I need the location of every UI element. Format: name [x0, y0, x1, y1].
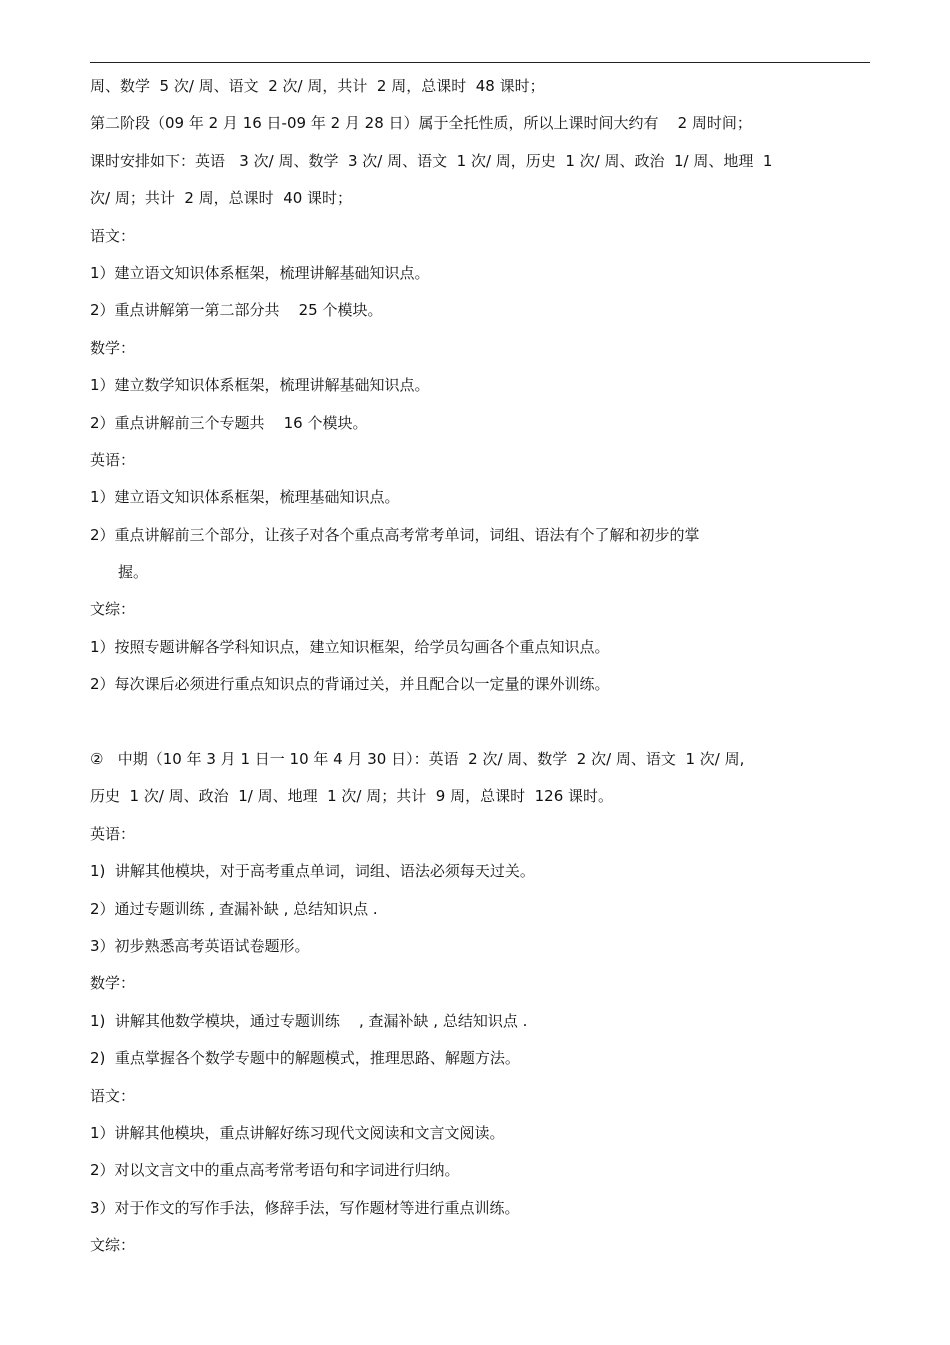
text-line: 次/ 周；共计 2 周，总课时 40 课时；: [90, 189, 353, 208]
phase-heading-midterm: ② 中期（10 年 3 月 1 日一 10 年 4 月 30 日）：英语 2 次/ 周、数学 2 次/ 周、语文 1 次/ 周,: [90, 750, 745, 769]
list-item: 2）重点讲解前三个专题共 16 个模块。: [90, 413, 368, 432]
list-item: 1）讲解其他模块，重点讲解好练习现代文阅读和文言文阅读。: [90, 1123, 505, 1142]
document-body: [90, 68, 870, 1265]
list-item-continuation: 握。: [118, 563, 149, 582]
text-line: 第二阶段（09 年 2 月 16 日-09 年 2 月 28 日）属于全托性质，所以上课时间大约有 2 周时间；: [90, 114, 752, 133]
list-item: 2）每次课后必须进行重点知识点的背诵过关，并且配合以一定量的课外训练。: [90, 675, 610, 694]
text-line: 课时安排如下：英语 3 次/ 周、数学 3 次/ 周、语文 1 次/ 周，历史 1 次/ 周、政治 1/ 周、地理 1: [90, 151, 773, 170]
section-heading-liberal-arts: 文综：: [90, 1236, 136, 1255]
section-heading-chinese: 语文：: [90, 226, 136, 245]
list-item: 2) 重点掌握各个数学专题中的解题模式，推理思路、解题方法。: [90, 1049, 520, 1068]
list-item: 2）重点讲解第一第二部分共 25 个模块。: [90, 301, 383, 320]
list-item: 3）对于作文的写作手法，修辞手法，写作题材等进行重点训练。: [90, 1198, 520, 1217]
section-heading-liberal-arts: 文综：: [90, 600, 136, 619]
list-item: 3）初步熟悉高考英语试卷题形。: [90, 936, 310, 955]
section-heading-math: 数学：: [90, 338, 136, 357]
text-line: 周、数学 5 次/ 周、语文 2 次/ 周，共计 2 周，总课时 48 课时；: [90, 77, 545, 95]
list-item: 1）建立数学知识体系框架，梳理讲解基础知识点。: [90, 376, 430, 395]
section-heading-english: 英语：: [90, 824, 136, 843]
blank-line: [90, 704, 870, 741]
text-line: 历史 1 次/ 周、政治 1/ 周、地理 1 次/ 周；共计 9 周，总课时 126 课时。: [90, 787, 614, 806]
list-item: 2）重点讲解前三个部分，让孩子对各个重点高考常考单词，词组、语法有个了解和初步的掌: [90, 525, 700, 544]
header-rule: [90, 62, 870, 63]
list-item: 1) 讲解其他模块，对于高考重点单词，词组、语法必须每天过关。: [90, 862, 535, 881]
section-heading-chinese: 语文：: [90, 1086, 136, 1105]
list-item: 1) 讲解其他数学模块，通过专题训练 , 查漏补缺 , 总结知识点 .: [90, 1011, 528, 1030]
list-item: 2）对以文言文中的重点高考常考语句和字词进行归纳。: [90, 1161, 460, 1180]
list-item: 1）按照专题讲解各学科知识点，建立知识框架，给学员勾画各个重点知识点。: [90, 637, 610, 656]
list-item: 2）通过专题训练 , 查漏补缺 , 总结知识点 .: [90, 899, 378, 918]
list-item: 1）建立语文知识体系框架，梳理讲解基础知识点。: [90, 263, 430, 282]
section-heading-english: 英语：: [90, 450, 136, 469]
section-heading-math: 数学：: [90, 974, 136, 993]
list-item: 1）建立语文知识体系框架，梳理基础知识点。: [90, 488, 400, 507]
